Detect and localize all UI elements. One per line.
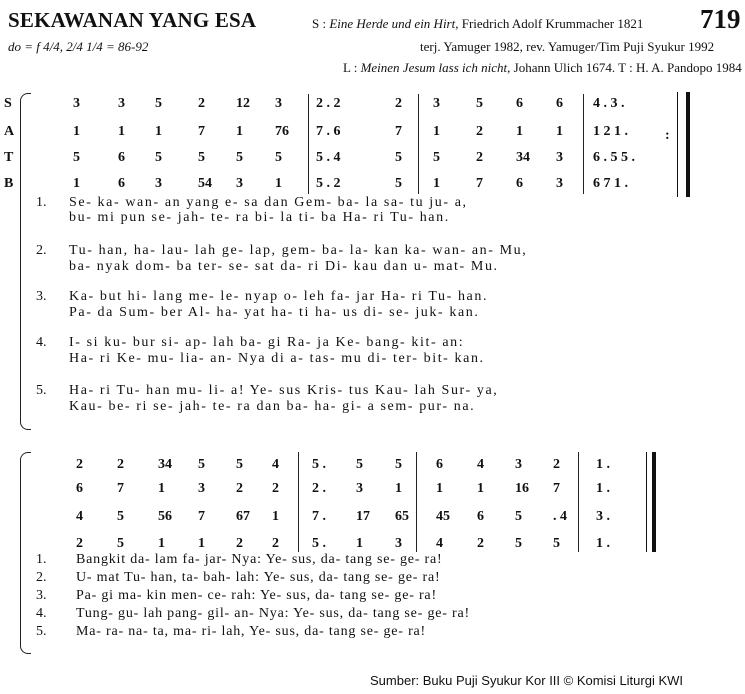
note-cell: 1 [477,481,484,496]
credit-s-prefix: S : [312,16,330,31]
refrain-verse-5: Ma- ra- na- ta, ma- ri- lah, Ye- sus, da- tang se- ge- ra! [76,624,427,639]
note-cell: 5 [356,457,363,472]
note-cell: 6 [516,176,523,191]
note-cell: 6 [76,481,83,496]
voice-label-b: B [4,176,14,191]
note-cell: 7 . 6 [316,124,341,139]
note-cell: 3 [395,536,402,551]
verse-4-line-1: I- si ku- bur si- ap- lah ba- gi Ra- ja Ke- bang- kit- an: [69,335,465,350]
note-cell: 5 . [312,536,326,551]
note-cell: 4 [272,457,279,472]
note-cell: 5 [476,96,483,111]
hymn-title: SEKAWANAN YANG ESA [8,8,257,32]
note-cell: 6 [516,96,523,111]
credit-s-title: Eine Herde und ein Hirt [329,16,456,31]
note-cell: 2 . [312,481,326,496]
note-cell: 1 . [596,481,610,496]
final-thick-bar [652,452,656,552]
verse-2-line-2: ba- nyak dom- ba ter- se- sat da- ri Di- kau dan u- mat- Mu. [69,259,499,274]
barline [578,452,579,552]
note-cell: 6 . 5 5 . [593,150,635,165]
source-credit: Sumber: Buku Puji Syukur Kor III © Komisi Liturgi KWI [370,673,684,688]
note-cell: 12 [236,96,250,111]
note-cell: 4 [436,536,443,551]
note-cell: 1 [158,481,165,496]
note-cell: 1 [433,124,440,139]
final-thin-bar [646,452,647,552]
note-cell: . 4 [553,509,567,524]
note-cell: 5 [236,150,243,165]
note-cell: 1 . [596,457,610,472]
note-cell: 34 [158,457,172,472]
note-cell: 2 [236,481,243,496]
note-cell: 5 [395,150,402,165]
verse-number: 1. [36,552,47,567]
note-cell: 16 [515,481,529,496]
note-cell: 5 [117,509,124,524]
verse-3-line-1: Ka- but hi- lang me- le- nyap o- leh fa- jar Ha- ri Tu- han. [69,289,489,304]
note-cell: 2 [236,536,243,551]
note-cell: 6 [118,150,125,165]
note-cell: 5 [553,536,560,551]
credit-l-prefix: L : [343,60,361,75]
note-cell: 2 [476,150,483,165]
verse-2-line-1: Tu- han, ha- lau- lah ge- lap, gem- ba- la- kan ka- wan- an- Mu, [69,243,528,258]
note-cell: 3 [556,150,563,165]
note-cell: 5 . 2 [316,176,341,191]
note-cell: 3 [556,176,563,191]
note-cell: 1 [556,124,563,139]
note-cell: 5 [155,96,162,111]
voice-label-s: S [4,96,12,111]
note-cell: 5 [236,457,243,472]
system-2-brace [20,452,31,654]
note-cell: 1 [155,124,162,139]
note-cell: 5 . [312,457,326,472]
verse-number: 2. [36,243,47,258]
voice-label-a: A [4,124,15,139]
verse-number: 4. [36,335,47,350]
note-cell: 5 [198,150,205,165]
note-cell: 6 [477,509,484,524]
note-cell: 7 [553,481,560,496]
note-cell: 1 [272,509,279,524]
tempo-marking: do = f 4/4, 2/4 1/4 = 86-92 [8,39,149,54]
note-cell: 3 [433,96,440,111]
note-cell: 4 [76,509,83,524]
note-cell: 2 . 2 [316,96,341,111]
note-cell: 5 [275,150,282,165]
note-cell: 3 . [596,509,610,524]
verse-1-line-2: bu- mi pun se- jah- te- ra bi- la ti- ba Ha- ri Tu- han. [69,210,450,225]
note-cell: 7 [395,124,402,139]
verse-number: 5. [36,383,47,398]
refrain-verse-1: Bangkit da- lam fa- jar- Nya: Ye- sus, da- tang se- ge- ra! [76,552,443,567]
refrain-verse-2: U- mat Tu- han, ta- bah- lah: Ye- sus, da- tang se- ge- ra! [76,570,441,585]
note-cell: 5 [395,176,402,191]
note-cell: 1 [356,536,363,551]
note-cell: 2 [395,96,402,111]
verse-1-line-1: Se- ka- wan- an yang e- sa dan Gem- ba- la sa- tu ju- a, [69,195,468,210]
credit-l-rest: , Johann Ulich 1674. T : H. A. Pandopo 1984 [507,60,742,75]
note-cell: 6 [556,96,563,111]
note-cell: 54 [198,176,212,191]
verse-number: 5. [36,624,47,639]
note-cell: 1 [158,536,165,551]
credit-translation: terj. Yamuger 1982, rev. Yamuger/Tim Puji Syukur 1992 [420,39,715,54]
note-cell: 2 [76,536,83,551]
note-cell: 7 [198,124,205,139]
hymn-number: 719 [700,4,741,34]
note-cell: 5 [515,536,522,551]
refrain-verse-4: Tung- gu- lah pang- gil- an- Nya: Ye- sus, da- tang se- ge- ra! [76,606,470,621]
note-cell: 2 [553,457,560,472]
note-cell: 4 . 3 . [593,96,625,111]
verse-3-line-2: Pa- da Sum- ber Al- ha- yat ha- ti ha- us di- se- juk- kan. [69,305,480,320]
note-cell: 2 [477,536,484,551]
verse-number: 3. [36,588,47,603]
note-cell: 5 [395,457,402,472]
verse-number: 3. [36,289,47,304]
note-cell: 1 . [596,536,610,551]
refrain-verse-3: Pa- gi ma- kin men- ce- rah: Ye- sus, da- tang se- ge- ra! [76,588,437,603]
note-cell: 1 [198,536,205,551]
note-cell: 5 [117,536,124,551]
note-cell: 2 [272,536,279,551]
note-cell: 3 [73,96,80,111]
note-cell: 1 2 1 . [593,124,628,139]
verse-5-line-1: Ha- ri Tu- han mu- li- a! Ye- sus Kris- tus Kau- lah Sur- ya, [69,383,499,398]
note-cell: 2 [272,481,279,496]
verse-number: 2. [36,570,47,585]
note-cell: 1 [395,481,402,496]
note-cell: 3 [275,96,282,111]
note-cell: 7 [198,509,205,524]
credit-l-title: Meinen Jesum lass ich nicht [360,60,508,75]
note-cell: 1 [118,124,125,139]
note-cell: 45 [436,509,450,524]
barline [298,452,299,552]
note-cell: 1 [73,124,80,139]
note-cell: 2 [76,457,83,472]
note-cell: 65 [395,509,409,524]
voice-label-t: T [4,150,14,165]
note-cell: 5 [198,457,205,472]
note-cell: 2 [476,124,483,139]
note-cell: 1 [433,176,440,191]
note-cell: 56 [158,509,172,524]
note-cell: 3 [236,176,243,191]
note-cell: 3 [155,176,162,191]
note-cell: 5 [155,150,162,165]
note-cell: 3 [515,457,522,472]
note-cell: 7 [117,481,124,496]
repeat-dots: : [665,128,670,143]
note-cell: 6 [436,457,443,472]
note-cell: 5 [433,150,440,165]
note-cell: 3 [356,481,363,496]
note-cell: 5 [73,150,80,165]
note-cell: 17 [356,509,370,524]
barline [416,452,417,552]
note-cell: 67 [236,509,250,524]
note-cell: 1 [275,176,282,191]
note-cell: 34 [516,150,530,165]
note-cell: 76 [275,124,289,139]
verse-5-line-2: Kau- be- ri se- jah- te- ra dan ba- ha- gi- a sem- pur- na. [69,399,476,414]
verse-number: 1. [36,195,47,210]
note-cell: 1 [73,176,80,191]
note-cell: 7 [476,176,483,191]
note-cell: 5 [515,509,522,524]
note-cell: 1 [516,124,523,139]
note-cell: 3 [198,481,205,496]
note-cell: 4 [477,457,484,472]
verse-number: 4. [36,606,47,621]
note-cell: 5 . 4 [316,150,341,165]
note-cell: 6 7 1 . [593,176,628,191]
note-cell: 6 [118,176,125,191]
verse-4-line-2: Ha- ri Ke- mu- lia- an- Nya di a- tas- mu di- ter- bit- kan. [69,351,485,366]
note-cell: 2 [198,96,205,111]
note-cell: 7 . [312,509,326,524]
note-cell: 1 [236,124,243,139]
note-cell: 1 [436,481,443,496]
credit-s-rest: , Friedrich Adolf Krummacher 1821 [455,16,644,31]
note-cell: 3 [118,96,125,111]
note-cell: 2 [117,457,124,472]
